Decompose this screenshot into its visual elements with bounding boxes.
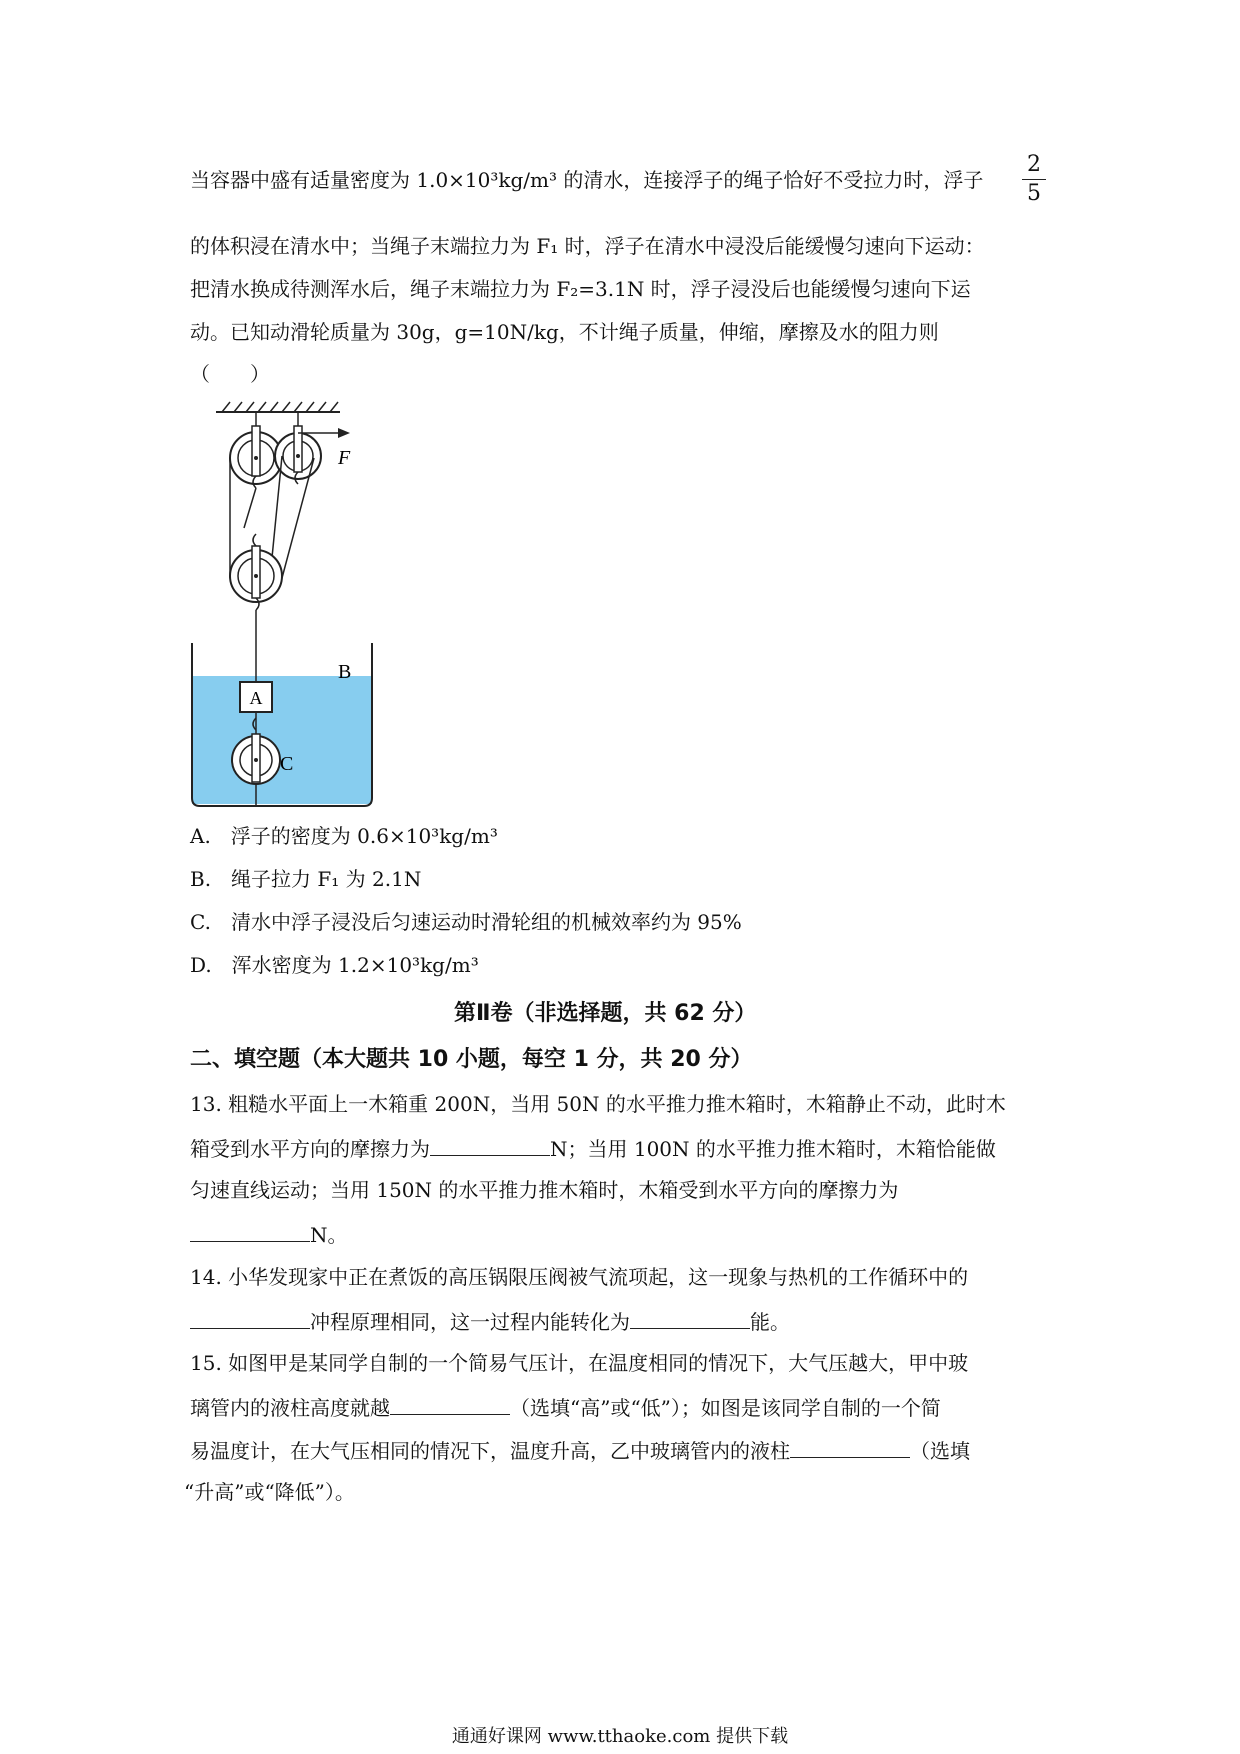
q13-line-2a: 箱受到水平方向的摩擦力为 (190, 1137, 430, 1161)
q15-blank-1[interactable] (390, 1392, 510, 1415)
q12-line-4: 动。已知动滑轮质量为 30g，g=10N/kg，不计绳子质量，伸缩，摩擦及水的阻力则 (190, 320, 939, 344)
footer-credit: 通通好课网 www.tthaoke.com 提供下载 (451, 1726, 789, 1747)
q14-line-2 (190, 1306, 790, 1336)
fraction-two-fifths (1022, 152, 1046, 207)
q15-line-2b: （选填“高”或“低”）；如图是该同学自制的一个简 (510, 1396, 941, 1420)
q13-line-2 (190, 1133, 996, 1163)
q12-answer-paren: （ ） (190, 362, 270, 386)
q15-blank-2[interactable] (790, 1435, 910, 1458)
q12-line-2: 的体积浸在清水中；当绳子末端拉力为 F₁ 时，浮子在清水中浸没后能缓慢匀速向下运动： (190, 234, 985, 258)
force-arrow (338, 428, 350, 438)
label-A: A (249, 688, 263, 708)
label-B: B (338, 661, 352, 683)
section-2-title: 第Ⅱ卷（非选择题，共 62 分） (454, 1001, 757, 1026)
q14-line-2b: 冲程原理相同，这一过程内能转化为 (310, 1310, 630, 1334)
q13-blank-2[interactable] (190, 1219, 310, 1242)
ceiling-hatch (216, 402, 340, 412)
q12-line-1: 当容器中盛有适量密度为 1.0×10³kg/m³ 的清水，连接浮子的绳子恰好不受拉力时，浮子 (190, 168, 984, 192)
water (192, 676, 372, 804)
q15-line-3b: （选填 (910, 1439, 970, 1463)
q13-blank-1[interactable] (430, 1133, 550, 1156)
q13-line-1: 13. 粗糙水平面上一木箱重 200N，当用 50N 的水平推力推木箱时，木箱静止不动，此时木 (190, 1092, 1006, 1116)
fraction-denominator: 5 (1027, 181, 1041, 206)
option-C: C. 清水中浮子浸没后匀速运动时滑轮组的机械效率约为 95% (190, 910, 742, 934)
q13-line-2b: N；当用 100N 的水平推力推木箱时，木箱恰能做 (550, 1137, 996, 1161)
q15-line-3a: 易温度计，在大气压相同的情况下，温度升高，乙中玻璃管内的液柱 (190, 1439, 790, 1463)
option-A: A. 浮子的密度为 0.6×10³kg/m³ (190, 824, 498, 848)
option-D: D. 浑水密度为 1.2×10³kg/m³ (190, 953, 479, 977)
q15-line-1: 15. 如图甲是某同学自制的一个简易气压计，在温度相同的情况下，大气压越大，甲中玻 (190, 1351, 969, 1375)
q15-line-2 (190, 1392, 941, 1422)
fraction-bar (1022, 179, 1046, 180)
q14-line-2d: 能。 (750, 1310, 790, 1334)
q13-line-3: 匀速直线运动；当用 150N 的水平推力推木箱时，木箱受到水平方向的摩擦力为 (190, 1178, 899, 1202)
movable-pulley (230, 534, 282, 610)
q15-line-2a: 璃管内的液柱高度就越 (190, 1396, 390, 1420)
part-2-title: 二、填空题（本大题共 10 小题，每空 1 分，共 20 分） (190, 1047, 753, 1072)
fraction-numerator: 2 (1027, 152, 1041, 177)
pulley-figure (188, 398, 388, 810)
q14-blank-2[interactable] (630, 1306, 750, 1329)
option-B: B. 绳子拉力 F₁ 为 2.1N (190, 867, 422, 891)
q12-line-3: 把清水换成待测浑水后，绳子末端拉力为 F₂=3.1N 时，浮子浸没后也能缓慢匀速向下运 (190, 277, 971, 301)
q13-line-4 (190, 1219, 348, 1249)
q15-line-3 (190, 1435, 970, 1465)
label-F: F (338, 447, 351, 469)
q13-line-4b: N。 (310, 1223, 348, 1247)
q15-line-4: “升高”或“降低”）。 (184, 1480, 355, 1504)
fixed-pulley-right (275, 426, 321, 484)
q14-blank-1[interactable] (190, 1306, 310, 1329)
label-C: C (280, 753, 294, 775)
q14-line-1: 14. 小华发现家中正在煮饭的高压锅限压阀被气流项起，这一现象与热机的工作循环中的 (190, 1265, 969, 1289)
